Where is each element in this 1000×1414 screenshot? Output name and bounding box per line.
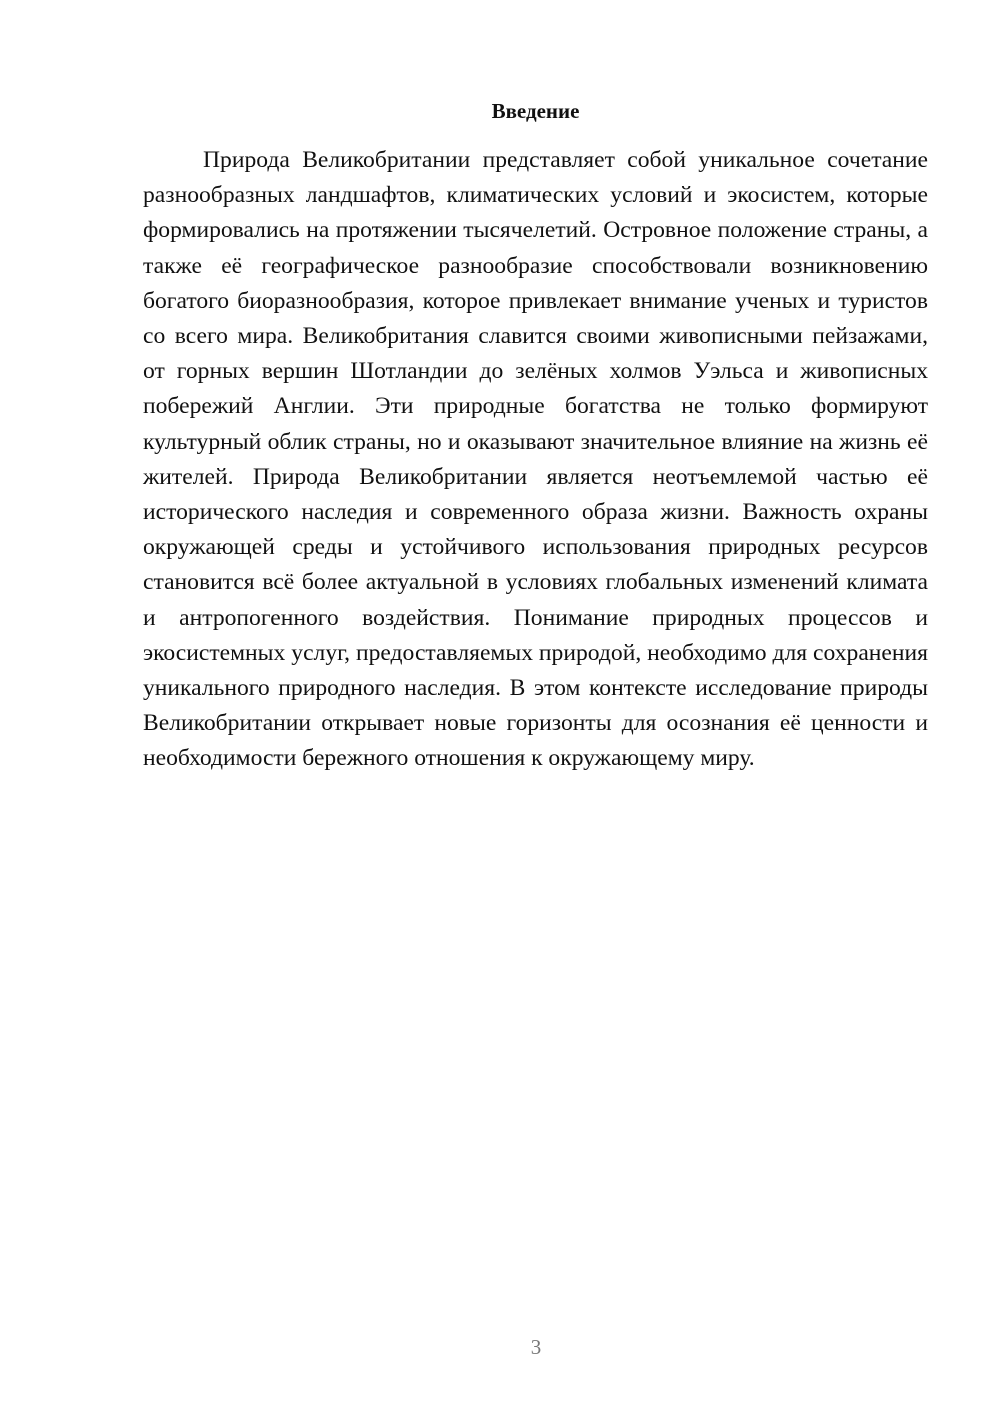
page-number: 3 — [530, 1335, 542, 1359]
section-heading: Введение — [491, 99, 580, 123]
intro-paragraph: Природа Великобритании представляет собой уникальное сочетание разнообразных ландшафтов, климатических условий и экосистем, которые формировались на протяжении тысячелетий. Островное положение страны, а также её географическое разнообразие способствовали возникновению богатого биоразнообразия, которое привлекает внимание ученых и туристов со всего мира. Великобритания славится своими живописными пейзажами, от горных вершин Шотландии до зелёных холмов Уэльса и живописных побережий Англии. Эти природные богатства не только формируют культурный облик страны, но и оказывают значительное влияние на жизнь её жителей. Природа Великобритании является неотъемлемой частью её исторического наследия и современного образа жизни. Важность охраны окружающей среды и устойчивого использования природных ресурсов становится всё более актуальной в условиях глобальных изменений климата и антропогенного воздействия. Понимание природных процессов и экосистемных услуг, предоставляемых природой, необходимо для сохранения уникального природного наследия. В этом контексте исследование природы Великобритании открывает новые горизонты для осознания её ценности и необходимости бережного отношения к окружающему миру. — [143, 147, 928, 772]
